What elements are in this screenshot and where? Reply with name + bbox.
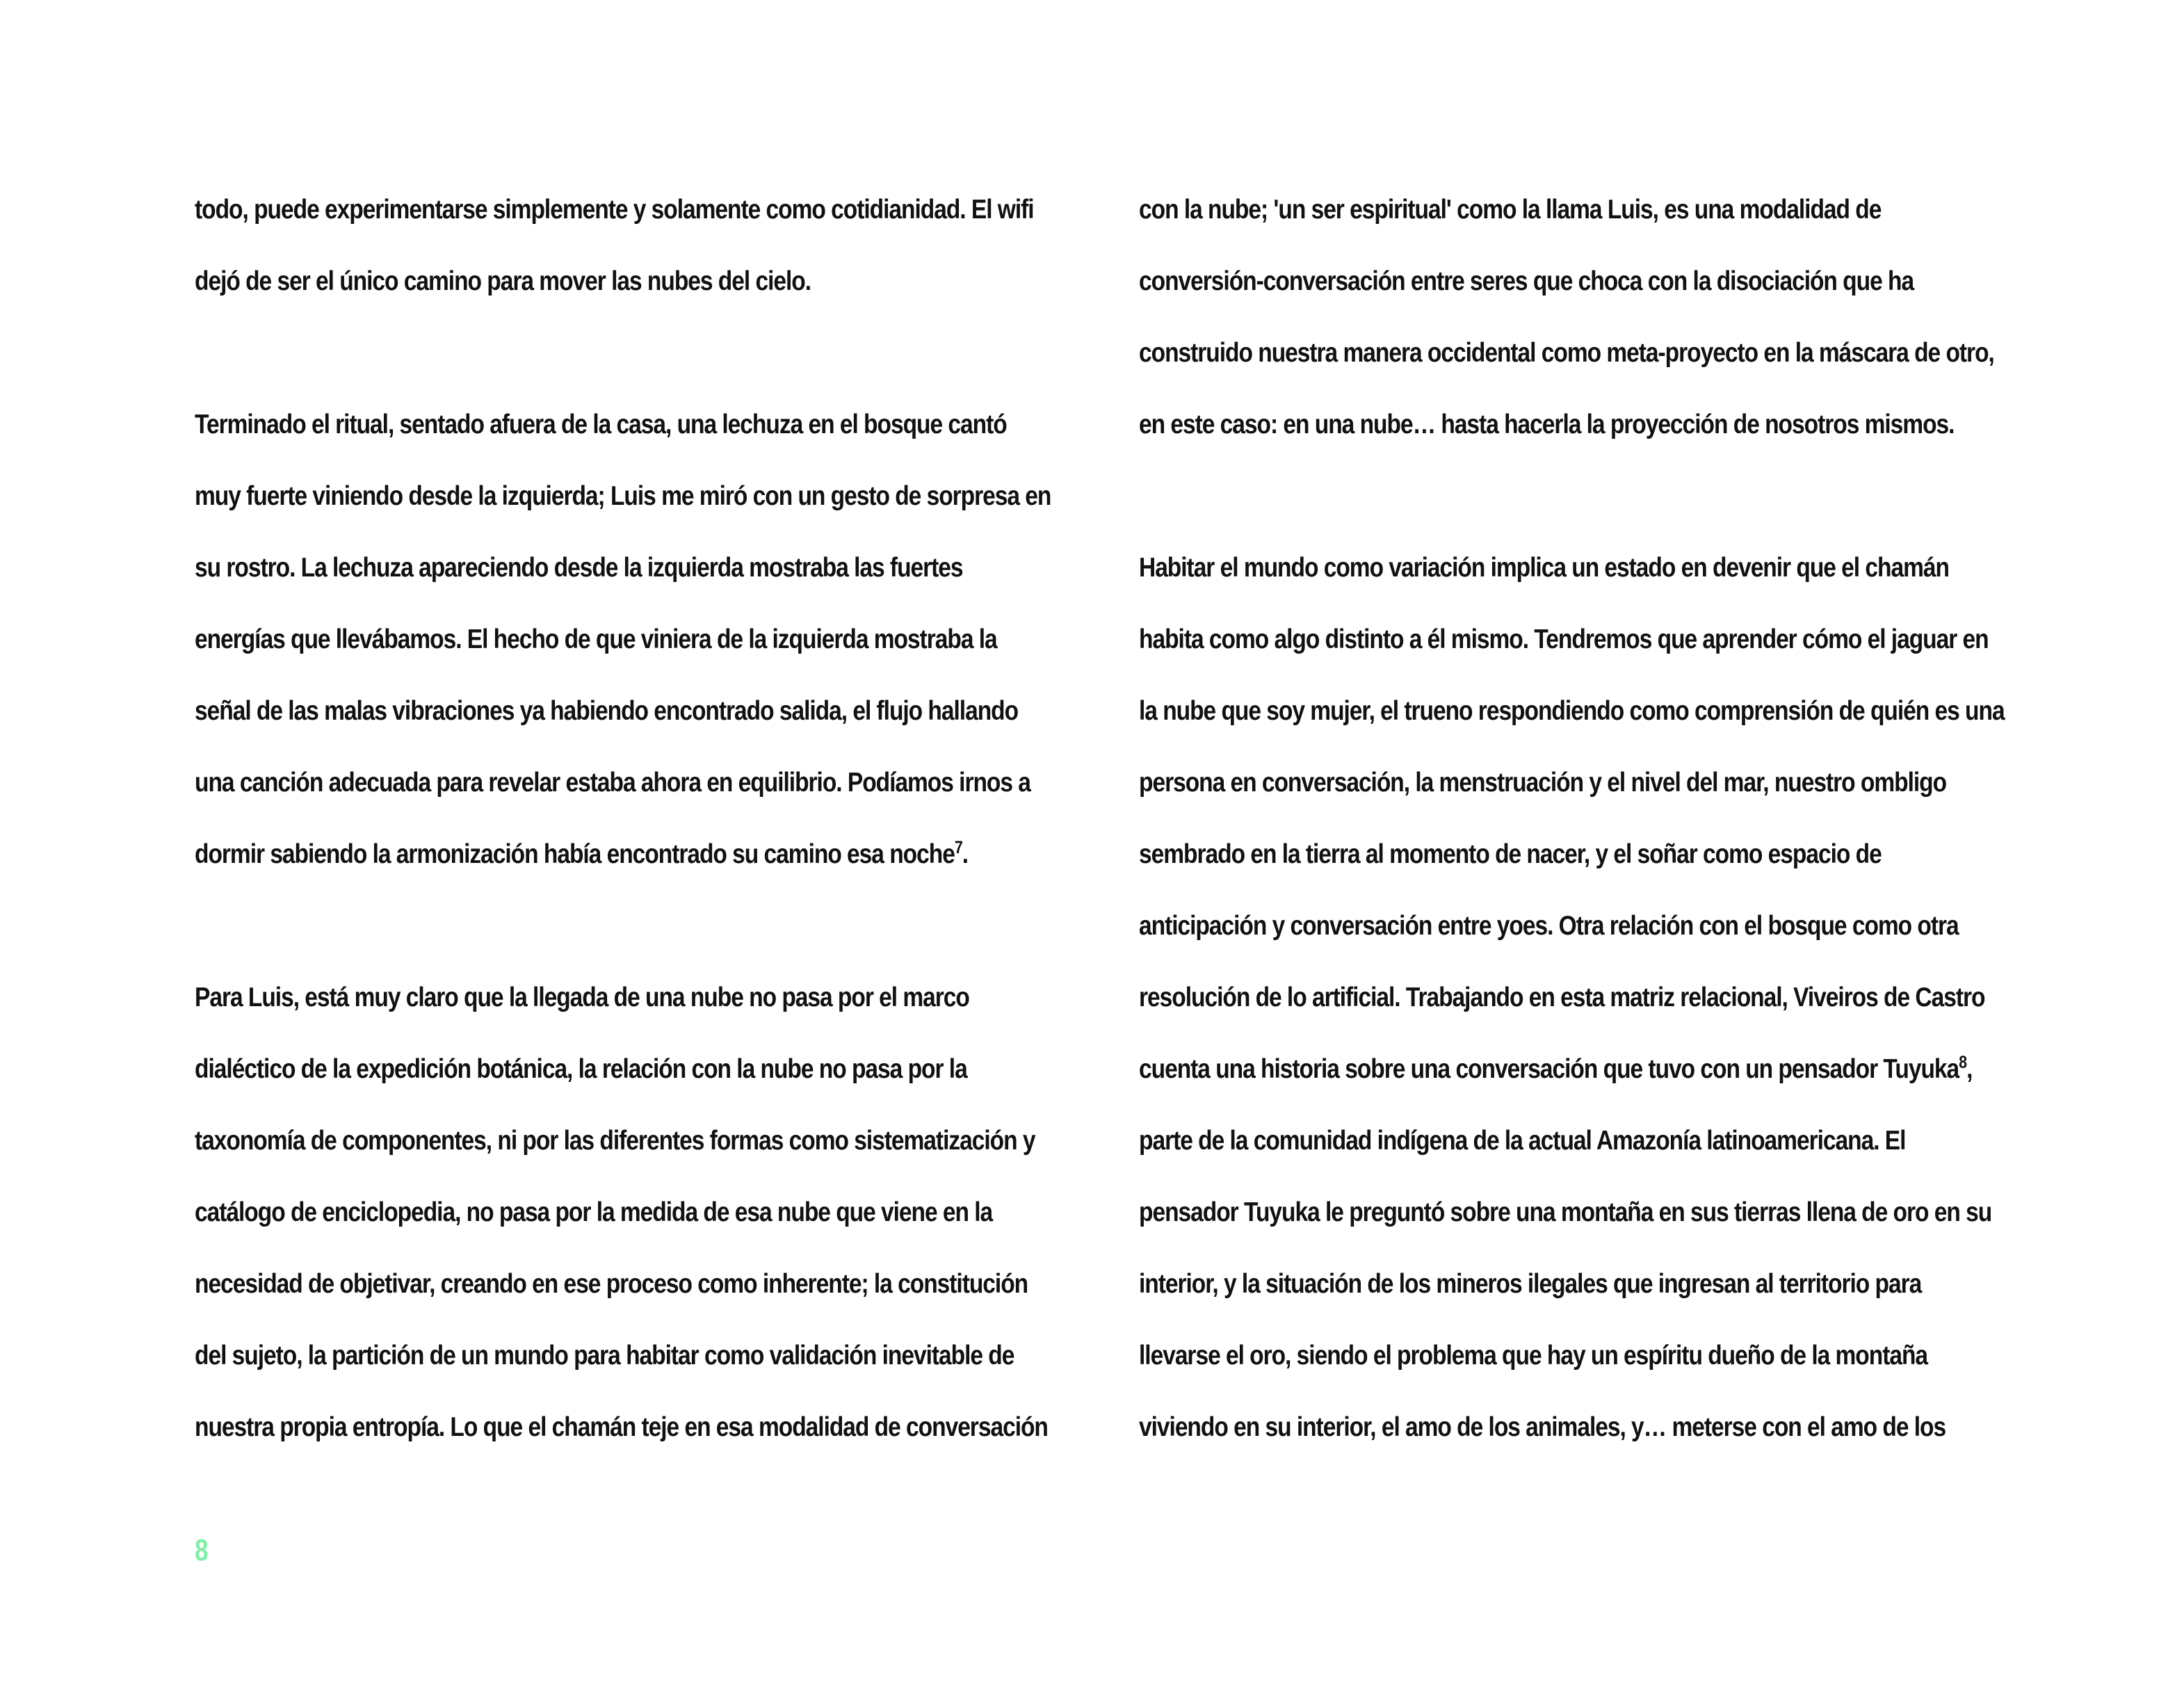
text-line: señal de las malas vibraciones ya habiendo encontrado salida, el flujo hallando xyxy=(195,696,1019,726)
text-line: Para Luis, está muy claro que la llegada de una nube no pasa por el marco xyxy=(195,983,969,1012)
text-line: sembrado en la tierra al momento de nacer, y el soñar como espacio de xyxy=(1139,839,1882,869)
text-line: dialéctico de la expedición botánica, la relación con la nube no pasa por la xyxy=(195,1054,967,1084)
text-line: construido nuestra manera occidental como meta-proyecto en la máscara de otro, xyxy=(1139,338,1994,368)
text-line: llevarse el oro, siendo el problema que hay un espíritu dueño de la montaña xyxy=(1139,1341,1928,1371)
footnote-ref-8[interactable]: 8 xyxy=(1959,1053,1967,1072)
text-line: taxonomía de componentes, ni por las diferentes formas como sistematización y xyxy=(195,1126,1035,1156)
paragraph-gap xyxy=(195,331,1071,403)
text-line: en este caso: en una nube… hasta hacerla la proyección de nosotros mismos. xyxy=(1139,410,1955,439)
text-segment: dormir sabiendo la armonización había encontrado su camino esa noche xyxy=(195,839,955,869)
text-line: del sujeto, la partición de un mundo para habitar como validación inevitable de xyxy=(195,1341,1014,1371)
text-line: Terminado el ritual, sentado afuera de la casa, una lechuza en el bosque cantó xyxy=(195,410,1007,439)
text-line: conversión-conversación entre seres que choca con la disociación que ha xyxy=(1139,266,1914,296)
text-segment: cuenta una historia sobre una conversación que tuvo con un pensador Tuyuka xyxy=(1139,1054,1959,1084)
text-line: necesidad de objetivar, creando en ese proceso como inherente; la constitución xyxy=(195,1269,1028,1299)
footnote-ref-7[interactable]: 7 xyxy=(954,838,962,857)
text-line: con la nube; 'un ser espiritual' como la llama Luis, es una modalidad de xyxy=(1139,195,1882,225)
page-number: 8 xyxy=(195,1533,209,1567)
text-line xyxy=(1139,1047,1973,1119)
text-line: parte de la comunidad indígena de la actual Amazonía latinoamericana. El xyxy=(1139,1126,1906,1156)
text-line xyxy=(195,832,969,904)
text-line: Habitar el mundo como variación implica un estado en devenir que el chamán xyxy=(1139,553,1949,583)
text-line: todo, puede experimentarse simplemente y solamente como cotidianidad. El wifi xyxy=(195,195,1034,225)
text-segment: , xyxy=(1966,1054,1973,1084)
text-line: interior, y la situación de los mineros ilegales que ingresan al territorio para xyxy=(1139,1269,1922,1299)
text-line: muy fuerte viniendo desde la izquierda; Luis me miró con un gesto de sorpresa en xyxy=(195,481,1051,511)
text-line: habita como algo distinto a él mismo. Tendremos que aprender cómo el jaguar en xyxy=(1139,624,1989,654)
text-line: nuestra propia entropía. Lo que el chamán teje en esa modalidad de conversación xyxy=(195,1412,1048,1442)
paragraph-gap xyxy=(195,904,1071,976)
left-column xyxy=(195,188,1071,1477)
text-line: anticipación y conversación entre yoes. Otra relación con el bosque como otra xyxy=(1139,911,1959,941)
text-line: dejó de ser el único camino para mover las nubes del cielo. xyxy=(195,266,811,296)
right-column xyxy=(1139,188,2043,1477)
text-line: pensador Tuyuka le preguntó sobre una montaña en sus tierras llena de oro en su xyxy=(1139,1197,1992,1227)
text-line: su rostro. La lechuza apareciendo desde la izquierda mostraba las fuertes xyxy=(195,553,963,583)
text-line: energías que llevábamos. El hecho de que viniera de la izquierda mostraba la xyxy=(195,624,997,654)
text-line: catálogo de enciclopedia, no pasa por la medida de esa nube que viene en la xyxy=(195,1197,993,1227)
text-line: la nube que soy mujer, el trueno respondiendo como comprensión de quién es una xyxy=(1139,696,2005,726)
text-segment: . xyxy=(962,839,969,869)
text-line: viviendo en su interior, el amo de los animales, y… meterse con el amo de los xyxy=(1139,1412,1946,1442)
text-line: persona en conversación, la menstruación y el nivel del mar, nuestro ombligo xyxy=(1139,768,1947,798)
text-line: una canción adecuada para revelar estaba ahora en equilibrio. Podíamos irnos a xyxy=(195,768,1030,798)
paragraph-gap xyxy=(1139,474,2043,546)
text-line: resolución de lo artificial. Trabajando en esta matriz relacional, Viveiros de Castro xyxy=(1139,983,1985,1012)
